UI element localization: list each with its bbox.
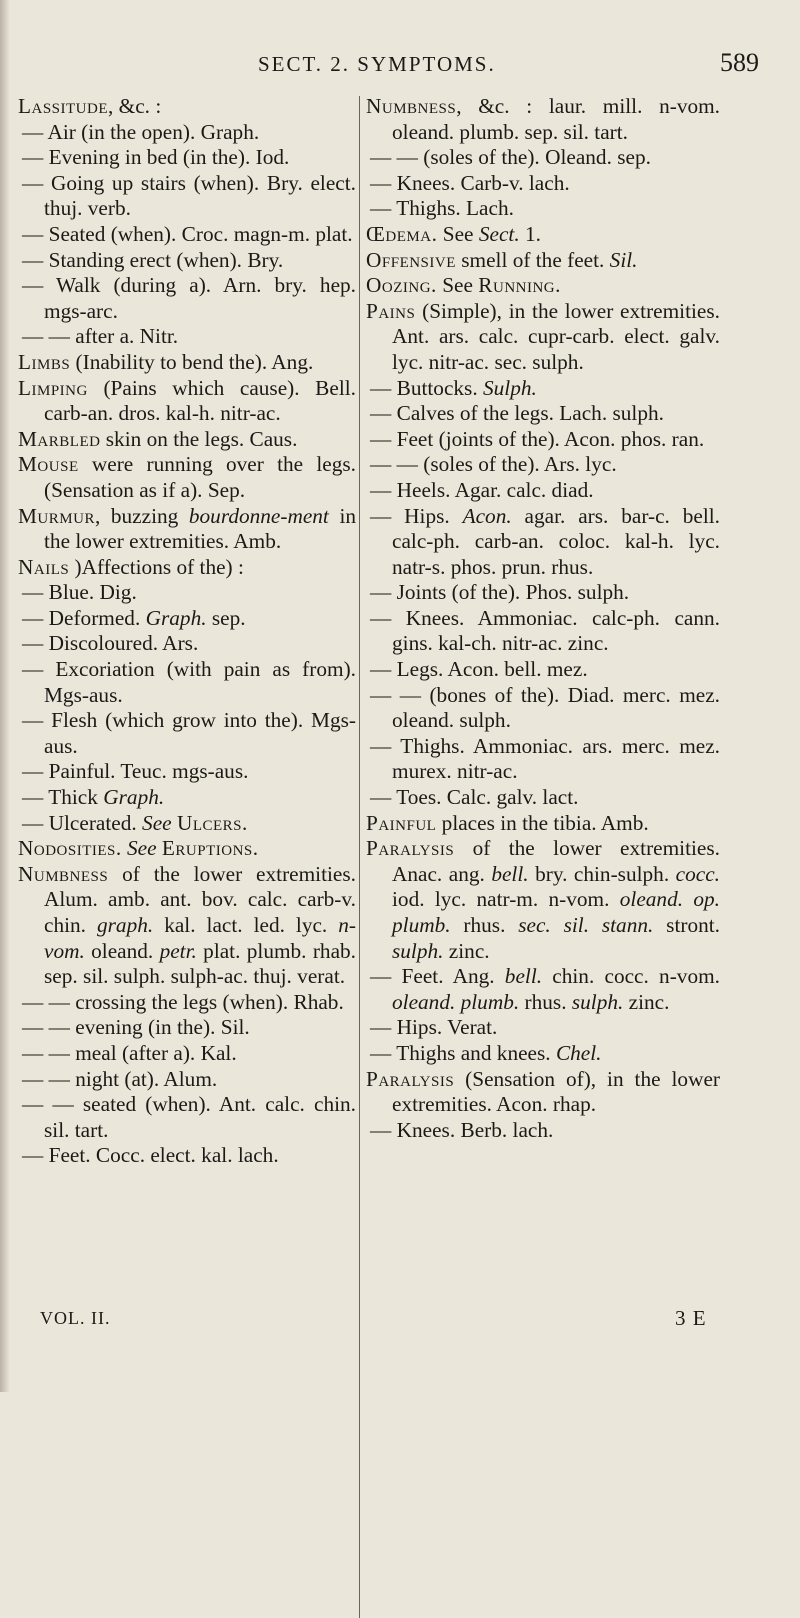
entry-text: — Blue. Dig. — [22, 580, 137, 605]
column-rule — [359, 96, 360, 1618]
entry-keyword: Numbness — [366, 94, 457, 118]
entry-text: of the lower extremities. Alum. amb. ant. bov. calc. carb-v. chin. — [44, 861, 356, 937]
entry-text: — Knees. Berb. lach. — [370, 1117, 554, 1142]
entry-text: — Ulcerated. — [22, 810, 143, 835]
gathering-signature: 3 E — [675, 1306, 707, 1330]
index-heading-entry — [18, 350, 356, 376]
index-sub-entry — [366, 964, 720, 1015]
index-heading-entry — [18, 555, 356, 581]
index-sub-entry — [18, 811, 356, 837]
entry-text: — Thick — [22, 785, 104, 810]
entry-text: zinc. — [443, 938, 490, 963]
index-sub-entry — [366, 1015, 720, 1041]
index-sub-entry — [18, 606, 356, 632]
entry-text: , &c. : — [108, 94, 162, 118]
entry-text: — Heels. Agar. calc. diad. — [370, 477, 594, 502]
entry-text: — — (soles of the). Ars. lyc. — [370, 452, 617, 477]
entry-text: plat. plumb. rhab. sep. sil. sulph. sulph-ac. thuj. verat. — [44, 938, 356, 989]
entry-italic-text: sulph. — [392, 938, 444, 963]
index-sub-entry — [366, 606, 720, 657]
entry-italic-text: Acon. — [462, 503, 512, 528]
entry-text: — Walk (during a). Arn. bry. hep. mgs-arc. — [22, 273, 356, 323]
entry-text: — Thighs and knees. — [370, 1040, 556, 1065]
entry-text: — — night (at). Alum. — [22, 1066, 218, 1091]
entry-text: — Going up stairs (when). Bry. elect. thuj. verb. — [22, 170, 356, 221]
entry-italic-text: Chel. — [555, 1040, 602, 1065]
entry-text: — Evening in bed (in the). Iod. — [22, 145, 290, 170]
entry-text: chin. cocc. n-vom. — [542, 964, 720, 989]
entry-text: )Affections of the) : — [69, 554, 244, 579]
index-sub-entry — [18, 1067, 356, 1093]
entry-text: sep. — [206, 605, 246, 630]
entry-keyword: Mouse — [18, 452, 79, 477]
entry-keyword: Oozing. — [366, 273, 437, 298]
running-title: SECT. 2. SYMPTOMS. — [258, 52, 496, 76]
left-column — [18, 94, 356, 1169]
index-sub-entry — [366, 427, 720, 453]
index-sub-entry — [366, 478, 720, 504]
running-head — [0, 42, 800, 82]
entry-keyword: Paralysis — [366, 1066, 455, 1091]
index-heading-entry — [366, 811, 720, 837]
entry-italic-text: oleand. plumb. — [392, 989, 520, 1014]
index-sub-entry — [18, 1143, 356, 1169]
index-sub-entry — [366, 734, 720, 785]
entry-text: stront. — [653, 913, 720, 937]
index-sub-entry — [18, 1092, 356, 1143]
index-heading-entry — [18, 836, 356, 862]
entry-text: , &c. : laur. mill. n-vom. oleand. plumb. sep. sil. tart. — [392, 94, 720, 144]
entry-text: (Sensation of), in the lower extremities. Acon. rhap. — [392, 1066, 720, 1117]
entry-italic-text: petr. — [159, 938, 197, 963]
index-sub-entry — [366, 145, 720, 171]
entry-text: — Legs. Acon. bell. mez. — [370, 657, 588, 682]
entry-text: rhus. — [519, 989, 572, 1014]
entry-keyword: Œdema. — [366, 221, 438, 246]
entry-keyword: Paralysis — [366, 836, 455, 861]
index-sub-entry — [18, 1041, 356, 1067]
entry-text: 1. — [519, 221, 541, 246]
entry-text: — Buttocks. — [370, 375, 483, 400]
entry-italic-text: See — [127, 836, 157, 861]
index-heading-entry — [366, 1067, 720, 1118]
volume-signature: VOL. II. — [40, 1308, 111, 1328]
entry-keyword: Marbled — [18, 426, 101, 451]
entry-text: of the lower extremities. Anac. ang. — [392, 836, 720, 886]
entry-cross-reference: Ulcers. — [176, 810, 248, 835]
entry-text: iod. lyc. natr-m. n-vom. — [392, 887, 620, 912]
index-sub-entry — [366, 196, 720, 222]
entry-text: bry. chin-sulph. — [528, 861, 676, 886]
entry-text: See — [436, 273, 479, 298]
entry-text: in the lower extremities. Amb. — [44, 503, 357, 554]
index-sub-entry — [366, 580, 720, 606]
entry-italic-text: Sil. — [609, 247, 638, 272]
entry-text: — Joints (of the). Phos. sulph. — [370, 580, 630, 605]
index-sub-entry — [366, 1118, 720, 1144]
entry-keyword: Nails — [18, 554, 70, 579]
index-sub-entry — [18, 759, 356, 785]
entry-text: were running over the legs. (Sensation as if a). Sep. — [44, 452, 356, 502]
index-sub-entry — [18, 708, 356, 759]
entry-text: — — after a. Nitr. — [22, 324, 179, 349]
index-heading-entry — [366, 273, 720, 299]
index-sub-entry — [18, 657, 356, 708]
entry-keyword: Pains — [366, 298, 416, 323]
entry-italic-text: bourdonne-ment — [188, 503, 329, 528]
entry-text: — Discoloured. Ars. — [22, 631, 199, 656]
entry-italic-text: Graph. — [145, 605, 207, 630]
entry-keyword: Murmur — [18, 503, 95, 528]
entry-text: — — (soles of the). Oleand. sep. — [370, 145, 651, 170]
index-sub-entry — [18, 580, 356, 606]
entry-text: — — evening (in the). Sil. — [22, 1015, 250, 1040]
entry-cross-reference: Running. — [478, 273, 561, 298]
entry-text: , buzzing — [94, 503, 189, 528]
entry-text: smell of the feet. — [455, 247, 610, 272]
entry-text: — — (bones of the). Diad. merc. mez. oleand. sulph. — [370, 682, 720, 733]
index-heading-entry — [18, 504, 356, 555]
entry-text: — Calves of the legs. Lach. sulph. — [370, 401, 664, 426]
entry-text: — — crossing the legs (when). Rhab. — [22, 989, 344, 1014]
entry-text: — Excoriation (with pain as from). Mgs-aus. — [22, 657, 356, 707]
index-heading-entry — [366, 248, 720, 274]
page-edge — [0, 0, 10, 1392]
entry-keyword: Nodosities. — [18, 836, 122, 861]
entry-text: kal. lact. led. lyc. — [153, 913, 339, 937]
entry-text: — Feet (joints of the). Acon. phos. ran. — [370, 426, 705, 451]
entry-text: — Hips. — [370, 503, 463, 528]
entry-keyword: Lassitude — [18, 94, 109, 118]
index-sub-entry — [366, 504, 720, 581]
entry-italic-text: sec. sil. stann. — [518, 913, 654, 937]
index-sub-entry — [18, 145, 356, 171]
entry-text: — Thighs. Lach. — [370, 196, 514, 221]
index-heading-entry — [366, 222, 720, 248]
entry-text: — Hips. Verat. — [370, 1015, 498, 1040]
entry-italic-text: sulph. — [571, 989, 624, 1014]
index-sub-entry — [366, 401, 720, 427]
index-sub-entry — [18, 171, 356, 222]
entry-text: zinc. — [623, 989, 670, 1014]
index-sub-entry — [18, 631, 356, 657]
entry-text: — Standing erect (when). Bry. — [22, 247, 284, 272]
entry-text: — — meal (after a). Kal. — [22, 1040, 237, 1065]
entry-keyword: Limbs — [18, 349, 71, 374]
entry-text: oleand. — [84, 938, 160, 963]
entry-text: (Inability to bend the). Ang. — [70, 349, 314, 374]
index-sub-entry — [18, 990, 356, 1016]
index-sub-entry — [18, 1015, 356, 1041]
index-sub-entry — [18, 120, 356, 146]
entry-italic-text: See — [142, 810, 172, 835]
index-heading-entry — [18, 94, 356, 120]
entry-text: — Deformed. — [22, 605, 146, 630]
index-sub-entry — [366, 452, 720, 478]
entry-italic-text: cocc. — [675, 861, 720, 886]
index-sub-entry — [18, 324, 356, 350]
entry-italic-text: bell. — [491, 861, 529, 886]
entry-italic-text: Sect. — [478, 221, 520, 246]
index-heading-entry — [18, 452, 356, 503]
entry-keyword: Limping — [18, 375, 88, 400]
entry-italic-text: Sulph. — [483, 375, 537, 400]
index-heading-entry — [18, 376, 356, 427]
entry-text: — Feet. Ang. — [370, 964, 505, 989]
entry-text: rhus. — [450, 913, 519, 937]
index-sub-entry — [18, 273, 356, 324]
index-sub-entry — [366, 683, 720, 734]
entry-text: — Painful. Teuc. mgs-aus. — [22, 759, 249, 784]
entry-text: — Flesh (which grow into the). Mgs-aus. — [22, 708, 356, 758]
entry-text: — — seated (when). Ant. calc. chin. sil. tart. — [22, 1092, 356, 1142]
index-sub-entry — [18, 785, 356, 811]
entry-keyword: Numbness — [18, 861, 109, 886]
index-heading-entry — [366, 299, 720, 376]
index-sub-entry — [366, 1041, 720, 1067]
right-column — [366, 94, 720, 1143]
entry-text: — Toes. Calc. galv. lact. — [370, 785, 579, 810]
entry-text: — Knees. Carb-v. lach. — [370, 170, 570, 195]
entry-text: — Knees. Ammoniac. calc-ph. cann. gins. kal-ch. nitr-ac. zinc. — [370, 605, 720, 656]
page-number: 589 — [720, 48, 759, 77]
index-heading-entry — [18, 862, 356, 990]
entry-text: — Thighs. Ammoniac. ars. merc. mez. murex. nitr-ac. — [370, 733, 720, 784]
entry-text: (Simple), in the lower extremities. Ant. ars. calc. cupr-carb. elect. galv. lyc. nitr-ac. sec. sulph. — [392, 298, 720, 374]
entry-italic-text: bell. — [504, 964, 543, 989]
index-sub-entry — [18, 222, 356, 248]
index-sub-entry — [18, 248, 356, 274]
index-sub-entry — [366, 376, 720, 402]
entry-text: agar. ars. bar-c. bell. calc-ph. carb-an. coloc. kal-h. lyc. natr-s. phos. prun. rhus. — [392, 503, 720, 579]
entry-italic-text: oleand. op. plumb. — [392, 887, 720, 937]
entry-italic-text: n-vom. — [44, 913, 356, 963]
entry-text: See — [437, 221, 479, 246]
entry-text: skin on the legs. Caus. — [100, 426, 298, 451]
index-heading-entry — [366, 836, 720, 964]
index-heading-entry — [366, 94, 720, 145]
index-sub-entry — [366, 171, 720, 197]
entry-keyword: Offensive — [366, 247, 456, 272]
entry-text: — Seated (when). Croc. magn-m. plat. — [22, 221, 353, 246]
entry-text: places in the tibia. Amb. — [436, 810, 649, 835]
entry-italic-text: Graph. — [103, 785, 165, 810]
index-heading-entry — [18, 427, 356, 453]
entry-text: — Air (in the open). Graph. — [22, 119, 260, 144]
entry-text: (Pains which cause). Bell. carb-an. dros. kal-h. nitr-ac. — [44, 375, 356, 426]
entry-keyword: Painful — [366, 810, 437, 835]
index-sub-entry — [366, 785, 720, 811]
index-sub-entry — [366, 657, 720, 683]
entry-cross-reference: Eruptions. — [161, 836, 259, 861]
entry-text: — Feet. Cocc. elect. kal. lach. — [22, 1143, 279, 1168]
entry-italic-text: graph. — [96, 913, 154, 937]
